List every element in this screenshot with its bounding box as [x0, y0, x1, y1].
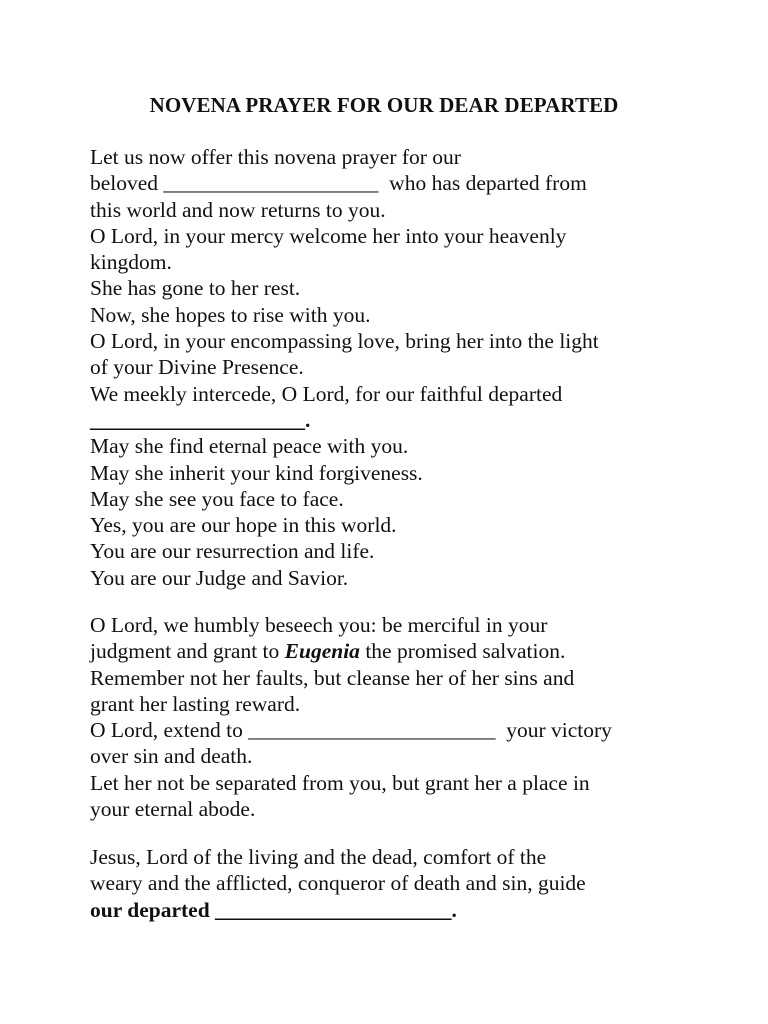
prayer-line: You are our Judge and Savior. — [90, 565, 349, 590]
prayer-line: Yes, you are our hope in this world. — [90, 513, 397, 538]
departed-name: Eugenia — [284, 639, 360, 664]
prayer-line: May she find eternal peace with you. — [90, 434, 409, 459]
prayer-line: of your Divine Presence. — [90, 355, 304, 380]
prayer-line: weary and the afflicted, conqueror of death and sin, guide — [90, 871, 586, 896]
prayer-line-blank: ____________________. — [90, 407, 311, 432]
prayer-line: We meekly intercede, O Lord, for our faithful departed — [90, 381, 563, 406]
prayer-paragraph-3 — [90, 844, 690, 923]
prayer-line: She has gone to her rest. — [90, 276, 301, 301]
prayer-text: judgment and grant to — [90, 639, 285, 664]
prayer-line: May she inherit your kind forgiveness. — [90, 460, 423, 485]
prayer-line: beloved ____________________ who has departed from — [90, 171, 587, 196]
prayer-line: over sin and death. — [90, 744, 253, 769]
prayer-paragraph-2 — [90, 612, 690, 822]
document-title: NOVENA PRAYER FOR OUR DEAR DEPARTED — [149, 93, 619, 117]
prayer-line: May she see you face to face. — [90, 486, 344, 511]
prayer-line-with-name — [90, 638, 690, 664]
prayer-line: Now, she hopes to rise with you. — [90, 302, 371, 327]
prayer-paragraph-1 — [90, 144, 690, 591]
prayer-line-blank: our departed ______________________. — [90, 897, 457, 922]
prayer-text: the promised salvation. — [359, 639, 566, 664]
prayer-line: Let us now offer this novena prayer for our — [90, 145, 461, 169]
prayer-line: Jesus, Lord of the living and the dead, comfort of the — [90, 845, 547, 869]
prayer-line: your eternal abode. — [90, 797, 256, 822]
prayer-line: kingdom. — [90, 250, 172, 275]
prayer-line: O Lord, in your encompassing love, bring her into the light — [90, 329, 599, 354]
prayer-line: You are our resurrection and life. — [90, 539, 375, 564]
prayer-line: Remember not her faults, but cleanse her of her sins and — [90, 665, 575, 690]
prayer-line: O Lord, we humbly beseech you: be merciful in your — [90, 613, 548, 637]
prayer-line: this world and now returns to you. — [90, 197, 386, 222]
prayer-line: O Lord, extend to _______________________ your victory — [90, 718, 612, 743]
prayer-line: O Lord, in your mercy welcome her into your heavenly — [90, 223, 567, 248]
prayer-line: grant her lasting reward. — [90, 691, 301, 716]
prayer-line: Let her not be separated from you, but grant her a place in — [90, 770, 590, 795]
